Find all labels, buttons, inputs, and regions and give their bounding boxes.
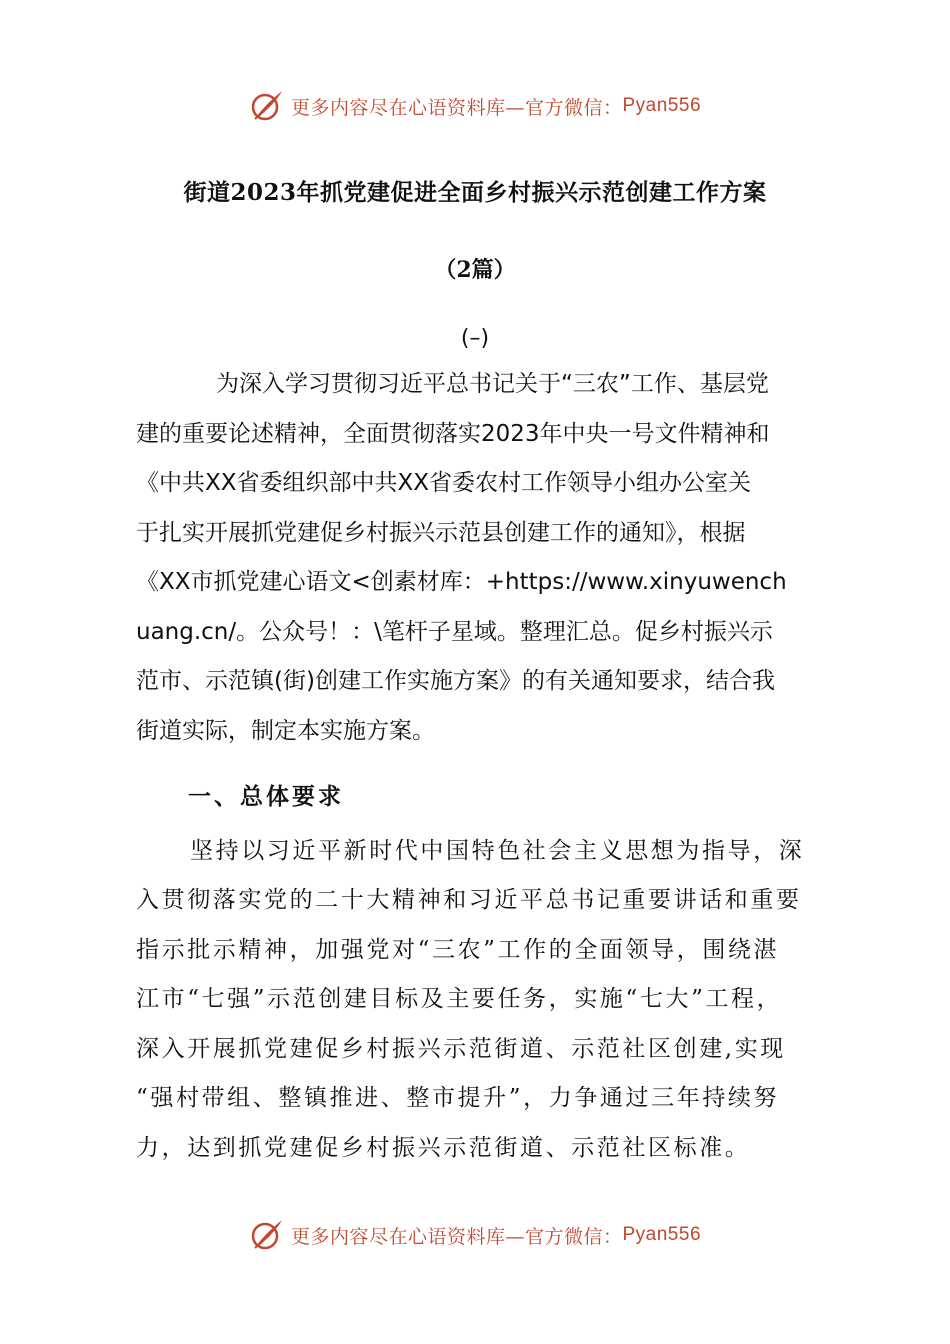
quill-pen-logo-icon xyxy=(249,1217,285,1253)
watermark-header xyxy=(0,86,950,126)
intro-line: 为深入学习贯彻习近平总书记关于“三农”工作、基层党 xyxy=(216,371,769,397)
quill-pen-logo-icon xyxy=(249,88,285,124)
section-line: 力，达到抓党建促乡村振兴示范街道、示范社区标准。 xyxy=(136,1135,751,1161)
watermark-wechat-id: Pyan556 xyxy=(622,1224,702,1245)
section-line: 入贯彻落实党的二十大精神和习近平总书记重要讲话和重要 xyxy=(136,887,802,913)
document-subtitle: （2篇） xyxy=(434,257,516,283)
intro-line: 《中共XX省委组织部中共XX省委农村工作领导小组办公室关 xyxy=(136,470,752,496)
intro-line: 街道实际，制定本实施方案。 xyxy=(136,718,435,744)
watermark-wechat-id: Pyan556 xyxy=(622,95,702,116)
section-line: 指示批示精神，加强党对“三农”工作的全面领导，围绕湛 xyxy=(136,937,780,963)
watermark-footer xyxy=(0,1215,950,1255)
section-line: 坚持以习近平新时代中国特色社会主义思想为指导，深 xyxy=(190,838,805,864)
intro-line: 建的重要论述精神，全面贯彻落实2023年中央一号文件精神和 xyxy=(136,421,770,447)
intro-line: uang.cn/。公众号！：\笔杆子星域。整理汇总。促乡村振兴示 xyxy=(136,619,773,645)
document-title: 街道2023年抓党建促进全面乡村振兴示范创建工作方案 xyxy=(183,179,767,206)
section-marker: (–) xyxy=(460,326,490,351)
section-line: 江市“七强”示范创建目标及主要任务，实施“七大”工程， xyxy=(136,986,783,1012)
intro-line: 《XX市抓党建心语文<创素材库：+https://www.xinyuwench xyxy=(136,569,787,595)
intro-line: 范市、示范镇(街)创建工作实施方案》的有关通知要求，结合我 xyxy=(136,668,775,694)
section-line: 深入开展抓党建促乡村振兴示范街道、示范社区创建,实现 xyxy=(136,1036,786,1062)
intro-line: 于扎实开展抓党建促乡村振兴示范县创建工作的通知》，根据 xyxy=(136,520,746,546)
watermark-text: 更多内容尽在心语资料库—官方微信： xyxy=(290,1225,623,1248)
section-line: “强村带组、整镇推进、整市提升”，力争通过三年持续努 xyxy=(136,1085,780,1111)
watermark-text: 更多内容尽在心语资料库—官方微信： xyxy=(290,96,623,119)
section-heading: 一、总体要求 xyxy=(188,783,344,810)
